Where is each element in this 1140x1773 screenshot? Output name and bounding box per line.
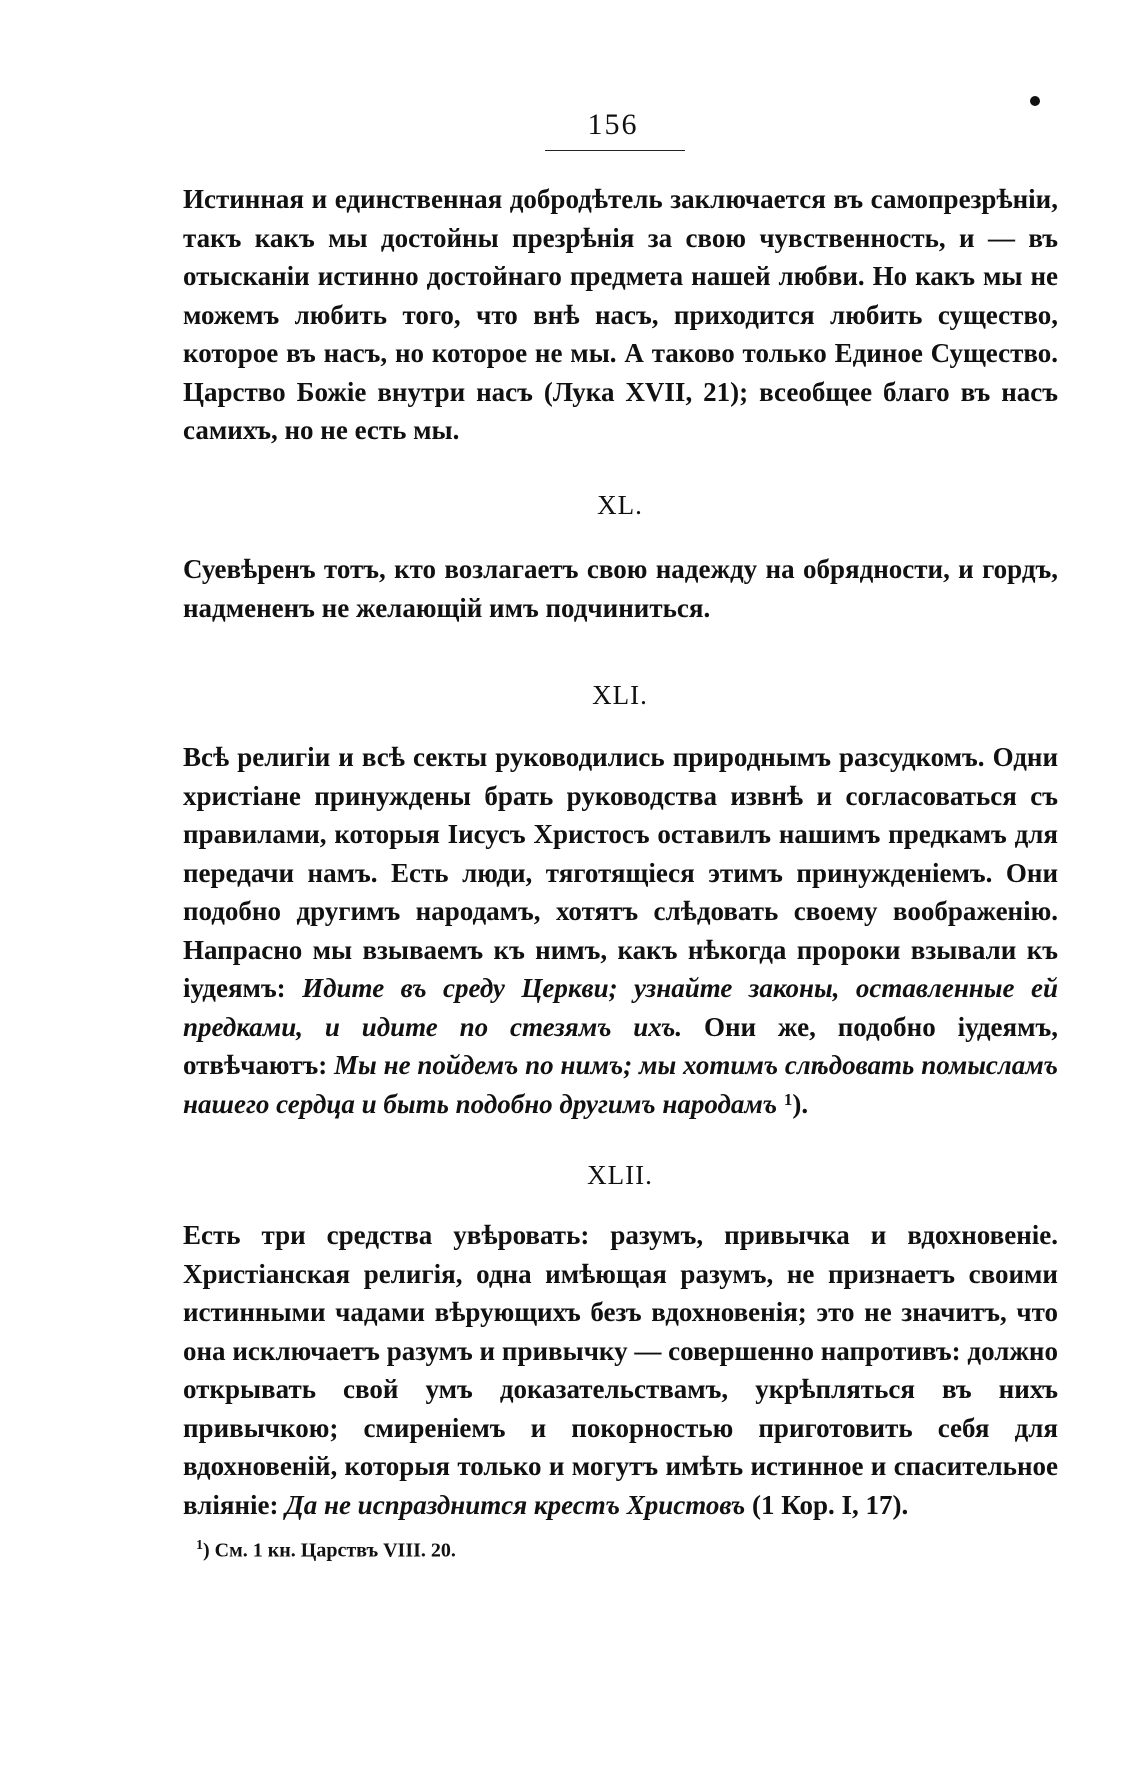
scripture-quote: Да не испразднится крестъ Христовъ	[285, 1489, 746, 1520]
section-heading-xli: XLI.	[592, 680, 648, 710]
scripture-quote: Идите въ среду Церкви; узнайте законы, оставленные ей предками, и идите по стезямъ ихъ.	[183, 973, 1058, 1042]
page-number-rule	[545, 150, 685, 151]
ink-speck	[1030, 96, 1040, 106]
scripture-quote: Мы не пойдемъ по нимъ; мы хотимъ слѣдовать помысламъ нашего сердца и быть подобно другимъ народамъ	[183, 1050, 1058, 1119]
paragraph-xl	[183, 550, 1058, 627]
footnote	[196, 1538, 456, 1563]
footnote-text: ) См. 1 кн. Царствъ VIII. 20.	[203, 1539, 456, 1562]
paragraph-text: Суевѣренъ тотъ, кто возлагаетъ свою надежду на обрядности, и гордъ, надмененъ не желающій имъ подчиниться.	[183, 554, 1058, 623]
paragraph-text: Всѣ религіи и всѣ секты руководились природнымъ разсудкомъ. Одни христіане принуждены брать руководства извнѣ и согласоваться съ правилами, которыя Іисусъ Христосъ оставилъ нашимъ предкамъ для передачи намъ. Есть люди, тяготящіеся этимъ принужденіемъ. Они подобно другимъ народамъ, хотятъ слѣдовать своему воображенію. Напрасно мы взываемъ къ нимъ, какъ нѣкогда пророки взывали къ іудеямъ:	[183, 742, 1058, 1003]
paragraph-text: Есть три средства увѣровать: разумъ, привычка и вдохновеніе. Христіанская религія, одна имѣющая разумъ, не признаетъ своими истинными чадами вѣрующихъ безъ вдохновенія; это не значитъ, что она исключаетъ разумъ и привычку — совершенно напротивъ: должно открывать свой умъ доказательствамъ, укрѣпляться въ нихъ привычкою; смиреніемъ и покорностью приготовить себя для вдохновеній, которыя только и могутъ имѣть истинное и спасительное вліяніе:	[183, 1220, 1058, 1520]
footnote-reference: 1	[783, 1089, 793, 1109]
paragraph-text: Они же, подобно іудеямъ, отвѣчаютъ:	[183, 1011, 1059, 1080]
paragraph-text: Истинная и единственная добродѣтель заключается въ самопрезрѣніи, такъ какъ мы достойны презрѣнія за свою чувственность, и — въ отысканіи истинно достойнаго предмета нашей любви. Но какъ мы не можемъ любить того, что внѣ насъ, приходится любить существо, которое въ насъ, но которое не мы. А таково только Единое Существо. Царство Божіе внутри насъ (Лука XVII, 21); всеобщее благо въ насъ самихъ, но не есть мы.	[183, 184, 1058, 445]
section-heading-xl: XL.	[597, 490, 643, 520]
paragraph-xlii	[183, 1216, 1058, 1524]
paragraph-xli	[183, 738, 1058, 1123]
page-number: 156	[587, 108, 639, 141]
paragraph-text: ).	[792, 1088, 809, 1119]
paragraph-text: (1 Кор. I, 17).	[745, 1489, 909, 1520]
section-heading-xlii: XLII.	[587, 1160, 653, 1190]
paragraph-intro	[183, 180, 1058, 450]
footnote-marker: 1	[196, 1538, 203, 1553]
